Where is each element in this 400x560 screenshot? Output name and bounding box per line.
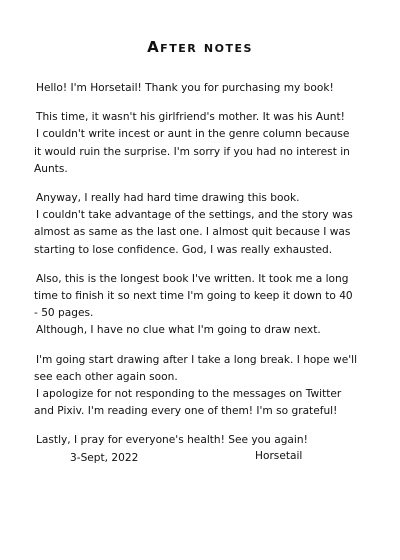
text-line: I'm going start drawing after I take a long break. I hope we'll	[36, 353, 358, 366]
paragraph-hard-time	[34, 190, 374, 259]
paragraph-aunt	[34, 109, 374, 178]
text-line: it would ruin the surprise. I'm sorry if you had no interest in	[34, 145, 350, 158]
text-line: I couldn't write incest or aunt in the genre column because	[36, 128, 350, 141]
page-title: After notes	[147, 38, 253, 56]
date-label: 3-Sept, 2022	[70, 452, 139, 464]
text-line: Lastly, I pray for everyone's health! See you again!	[36, 434, 308, 447]
author-signature: Horsetail	[255, 450, 303, 462]
paragraph-closing	[34, 432, 374, 449]
text-line: This time, it wasn't his girlfriend's mother. It was his Aunt!	[36, 111, 345, 124]
text-line: starting to lose confidence. God, I was really exhausted.	[34, 243, 333, 256]
text-line: Anyway, I really had hard time drawing this book.	[36, 192, 300, 205]
paragraph-break	[34, 352, 374, 421]
text-line: Although, I have no clue what I'm going to draw next.	[36, 324, 321, 337]
text-line: Also, this is the longest book I've written. It took me a long	[36, 272, 349, 285]
text-line: I couldn't take advantage of the settings, and the story was	[36, 209, 353, 222]
text-line: almost as same as the last one. I almost quit because I was	[34, 226, 351, 239]
text-line: time to finish it so next time I'm going to keep it down to 40	[34, 290, 353, 303]
text-line: Aunts.	[34, 162, 68, 175]
text-line: see each other again soon.	[34, 370, 178, 383]
paragraph-longest-book	[34, 271, 374, 340]
text-line: Hello! I'm Horsetail! Thank you for purchasing my book!	[36, 82, 334, 94]
text-line: - 50 pages.	[34, 307, 94, 320]
notes-body	[34, 80, 374, 462]
text-line: and Pixiv. I'm reading every one of them! I'm so grateful!	[34, 405, 338, 418]
paragraph-greeting	[34, 80, 374, 97]
text-line: I apologize for not responding to the messages on Twitter	[36, 388, 342, 401]
